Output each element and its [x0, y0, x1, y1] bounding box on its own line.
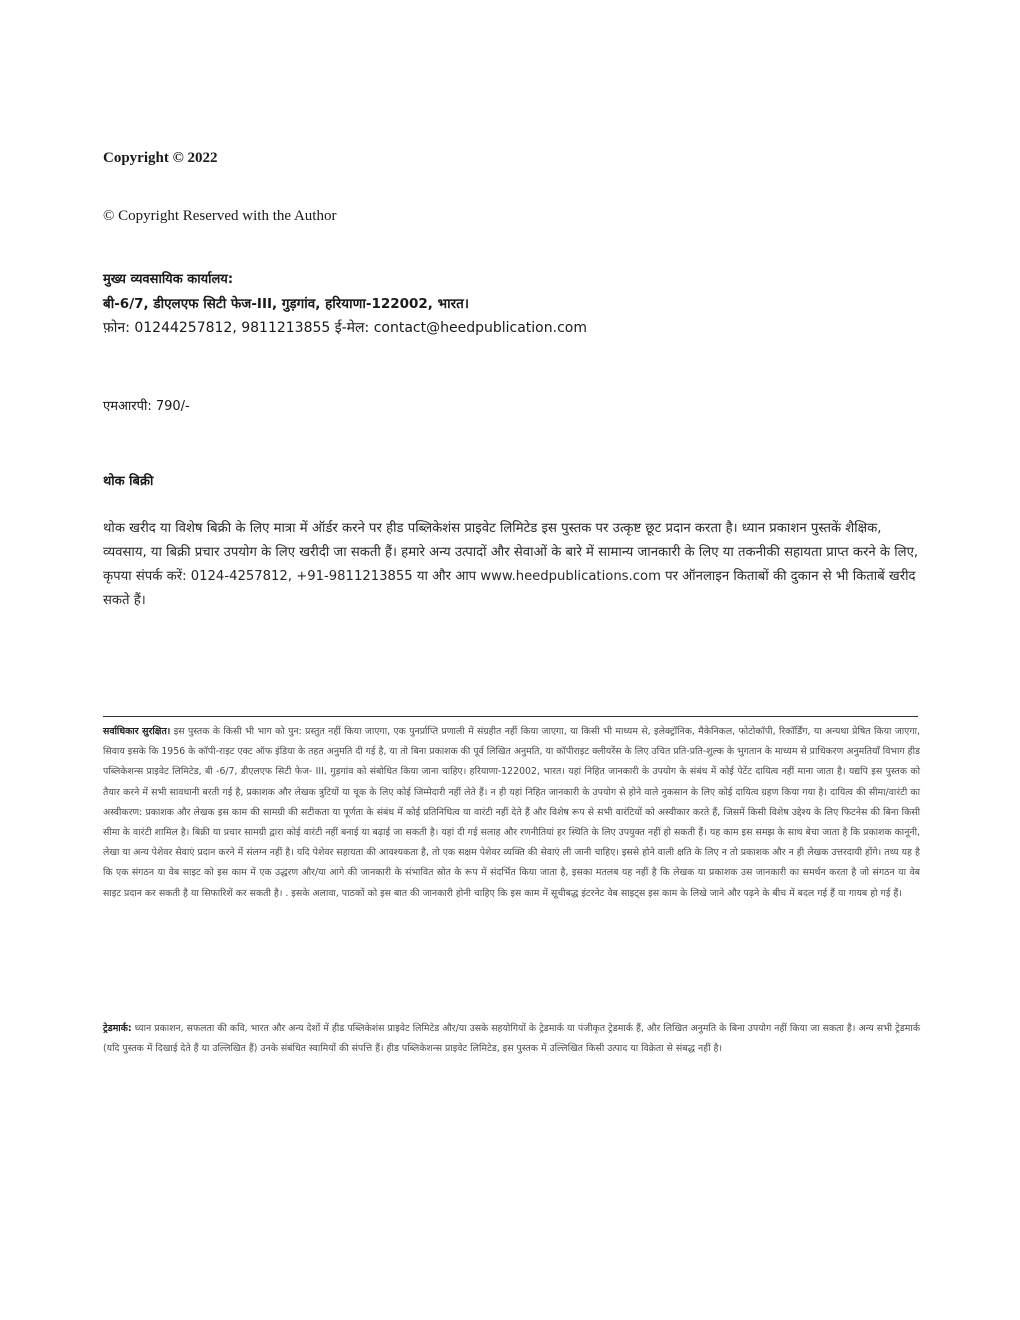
bulk-sales-heading: थोक बिक्री: [103, 474, 154, 489]
mrp-price: एमआरपी: 790/-: [103, 399, 190, 414]
trademark-paragraph: [103, 1019, 920, 1059]
section-divider: [103, 716, 918, 717]
office-contact: फ़ोन: 01244257812, 9811213855 ई-मेल: contact@heedpublication.com: [103, 320, 587, 336]
bulk-sales-text: थोक खरीद या विशेष बिक्री के लिए मात्रा में ऑर्डर करने पर हीड पब्लिकेशंस प्राइवेट लिमिटेड इस पुस्तक पर उत्कृष्ट छूट प्रदान करता है। ध्यान प्रकाशन पुस्तकें शैक्षिक, व्यवसाय, या बिक्री प्रचार उपयोग के लिए खरीदी जा सकती हैं। हमारे अन्य उत्पादों और सेवाओं के बारे में सामान्य जानकारी के लिए या तकनीकी सहायता प्राप्त करने के लिए, कृपया संपर्क करें: 0124-4257812, +91-9811213855 या और आप www.heedpublications.com पर ऑनलाइन किताबों की दुकान से भी किताबें खरीद सकते हैं।: [103, 521, 919, 608]
copyright-title: Copyright © 2022: [103, 150, 218, 166]
rights-body: इस पुस्तक के किसी भी भाग को पुन: प्रस्तुत नहीं किया जाएगा, एक पुनर्प्राप्ति प्रणाली में संग्रहीत नहीं किया जाएगा, या किसी भी माध्यम से, इलेक्ट्रॉनिक, मैकेनिकल, फोटोकॉपी, रिकॉर्डिंग, या अन्यथा प्रेषित किया जाएगा, सिवाय इसके कि 1956 के कॉपी-राइट एक्ट ऑफ इंडिया के तहत अनुमति दी गई है, या तो बिना प्रकाशक की पूर्व लिखित अनुमति, या कॉपीराइट क्लीयरेंस के लिए उचित प्रति-प्रति-शुल्क के भुगतान के माध्यम से प्राधिकरण अनुमतियाँ विभाग हीड पब्लिकेशन्स प्राइवेट लिमिटेड, बी -6/7, डीएलएफ सिटी फेज- III, गुड़गांव को संबोधित किया जाना चाहिए। हरियाणा-122002, भारत। यहां निहित जानकारी के उपयोग के संबंध में कोई पेटेंट दायित्व नहीं माना जाता है। यद्यपि इस पुस्तक को तैयार करने में सभी सावधानी बरती गई है, प्रकाशक और लेखक त्रुटियों या चूक के लिए कोई जिम्मेदारी नहीं लेते हैं। न ही यहां निहित जानकारी के उपयोग से होने वाले नुकसान के लिए कोई दायित्व ग्रहण किया गया है। दायित्व की सीमा/वारंटी का अस्वीकरण: प्रकाशक और लेखक इस काम की सामग्री की सटीकता या पूर्णता के संबंध में कोई प्रतिनिधित्व या वारंटी नहीं देते हैं और विशेष रूप से सभी वारंटियों को अस्वीकार करते हैं, जिसमें किसी विशेष उद्देश्य के लिए फिटनेस की बिना किसी सीमा के वारंटी शामिल है। बिक्री या प्रचार सामग्री द्वारा कोई वारंटी नहीं बनाई या बढ़ाई जा सकती है। यहां दी गई सलाह और रणनीतियां हर स्थिति के लिए उपयुक्त नहीं हो सकती हैं। यह काम इस समझ के साथ बेचा जाता है कि प्रकाशक कानूनी, लेखा या अन्य पेशेवर सेवाएं प्रदान करने में संलग्न नहीं है। यदि पेशेवर सहायता की आवश्यकता है, तो एक सक्षम पेशेवर व्यक्ति की सेवाएं ली जानी चाहिए। इससे होने वाली क्षति के लिए न तो प्रकाशक और न ही लेखक उत्तरदायी होंगे। तथ्य यह है कि एक संगठन या वेब साइट को इस काम में एक उद्धरण और/या आगे की जानकारी के संभावित स्रोत के रूप में संदर्भित किया जाता है, इसका मतलब यह नहीं है कि लेखक या प्रकाशक उस जानकारी का समर्थन करता है जो संगठन या वेब साइट प्रदान कर सकती है या सिफारिशें कर सकती है। . इसके अलावा, पाठकों को इस बात की जानकारी होनी चाहिए कि इस काम में सूचीबद्ध इंटरनेट वेब साइट्स इस काम के लिखे जाने और पढ़ने के बीच में बदल गई हैं या गायब हो गई हैं।: [103, 726, 920, 899]
all-rights-reserved-paragraph: [103, 722, 920, 904]
office-heading: मुख्य व्यवसायिक कार्यालय:: [103, 272, 234, 287]
trademark-lead: ट्रेडमार्क:: [103, 1023, 132, 1034]
office-address: बी-6/7, डीएलएफ सिटी फेज-III, गुड़गांव, हरियाणा-122002, भारत।: [103, 296, 469, 312]
trademark-body: ध्यान प्रकाशन, सफलता की कवि, भारत और अन्य देशों में हीड पब्लिकेशंस प्राइवेट लिमिटेड और/या उसके सहयोगियों के ट्रेडमार्क या पंजीकृत ट्रेडमार्क हैं, और लिखित अनुमति के बिना उपयोग नहीं किया जा सकता है। अन्य सभी ट्रेडमार्क (यदि पुस्तक में दिखाई देते हैं या उल्लिखित हैं) उनके संबंधित स्वामियों की संपत्ति हैं। हीड पब्लिकेशन्स प्राइवेट लिमिटेड, इस पुस्तक में उल्लिखित किसी उत्पाद या विक्रेता से संबद्ध नहीं है।: [103, 1023, 920, 1055]
copyright-reserved-notice: © Copyright Reserved with the Author: [103, 208, 337, 224]
office-address-block: [103, 268, 923, 340]
rights-lead: सर्वाधिकार सुरक्षित।: [103, 726, 171, 737]
